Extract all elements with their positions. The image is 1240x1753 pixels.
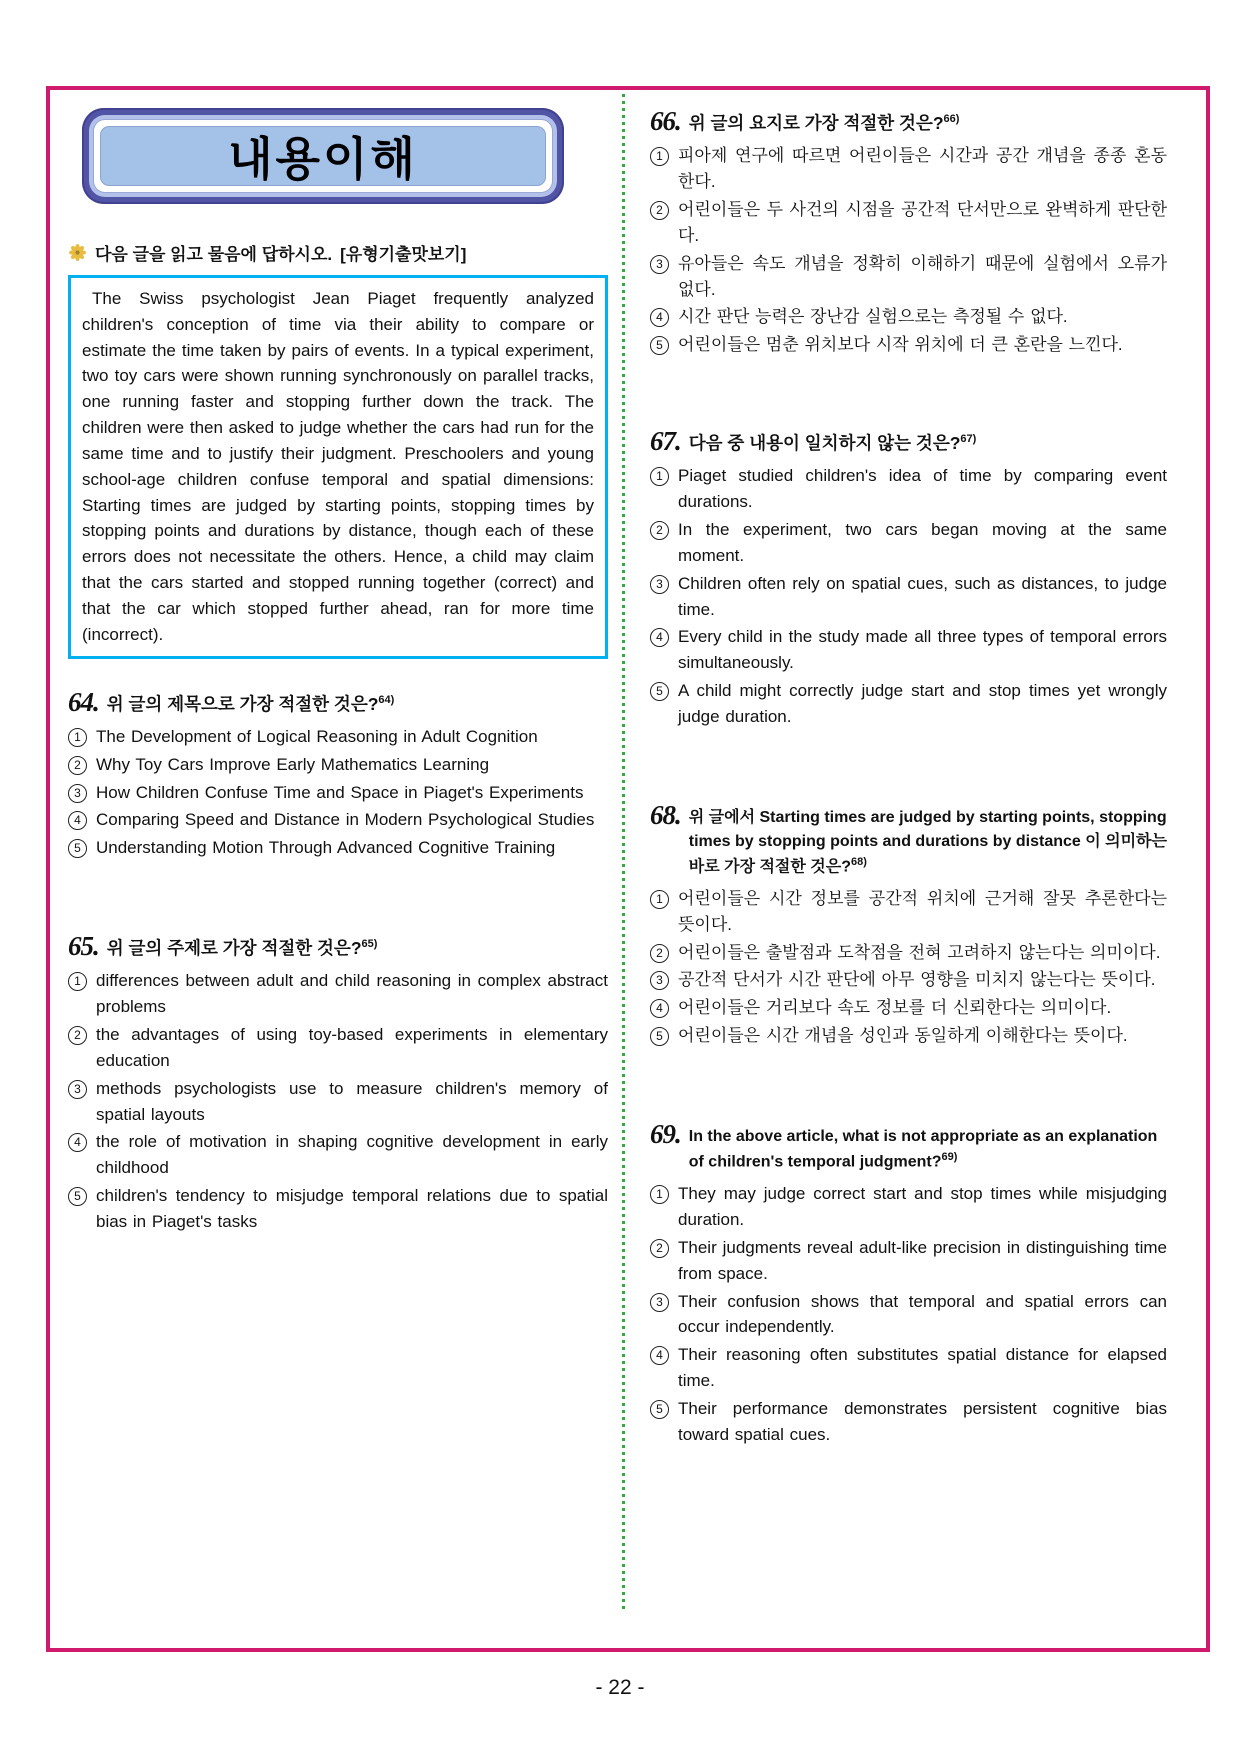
answer-option xyxy=(68,968,608,1020)
option-text: 어린이들은 시간 정보를 공간적 위치에 근거해 잘못 추론한다는 뜻이다. xyxy=(678,888,1167,934)
question-stem: 위 글에서 Starting times are judged by starting points, stopping times by stopping points and durations by distance 이 의미하는 바로 가장 적절한 것은?$^{68)}$ xyxy=(688,808,1167,875)
answer-option xyxy=(650,571,1167,623)
option-text: 유아들은 속도 개념을 정확히 이해하기 때문에 실험에서 오류가 없다. xyxy=(678,253,1167,299)
answer-option xyxy=(650,304,1167,330)
question-stem: 위 글의 제목으로 가장 적절한 것은?$^{64)}$ xyxy=(106,693,395,714)
answer-option xyxy=(650,1235,1167,1287)
question-64 xyxy=(68,686,608,862)
answer-option xyxy=(650,886,1167,938)
option-number-circled: 2 xyxy=(650,944,669,963)
option-text: 어린이들은 출발점과 도착점을 전혀 고려하지 않는다는 의미이다. xyxy=(678,942,1161,962)
question-stem: 위 글의 요지로 가장 적절한 것은?$^{66)}$ xyxy=(688,113,960,133)
answer-option xyxy=(650,678,1167,730)
instruction-row xyxy=(68,240,608,265)
question-stem: In the above article, what is not appropriate as an explanation of children's temporal judgment?$^{69)}$ xyxy=(688,1127,1158,1171)
option-text: methods psychologists use to measure children's memory of spatial layouts xyxy=(96,1078,608,1124)
option-text: How Children Confuse Time and Space in Piaget's Experiments xyxy=(96,782,584,802)
option-text: 피아제 연구에 따르면 어린이들은 시간과 공간 개념을 종종 혼동한다. xyxy=(678,146,1167,192)
question-69 xyxy=(650,1118,1167,1448)
option-text: Comparing Speed and Distance in Modern Psychological Studies xyxy=(96,810,595,830)
option-text: Piaget studied children's idea of time by comparing event durations. xyxy=(678,466,1167,512)
answer-option xyxy=(650,995,1167,1021)
option-text: differences between adult and child reasoning in complex abstract problems xyxy=(96,971,608,1017)
answer-option xyxy=(650,1023,1167,1049)
answer-option xyxy=(650,940,1167,966)
flower-icon xyxy=(68,243,87,262)
answer-option xyxy=(650,463,1167,515)
option-text: Their performance demonstrates persistent cognitive bias toward spatial cues. xyxy=(678,1398,1167,1444)
answer-option xyxy=(68,835,608,861)
instruction-text: 다음 글을 읽고 물음에 답하시오. xyxy=(95,245,333,264)
option-text: the advantages of using toy-based experiments in elementary education xyxy=(96,1025,608,1070)
passage-text: The Swiss psychologist Jean Piaget frequently analyzed children's conception of time via their ability to compare or estimate the time taken by pairs of events. In a typical experiment, two toy cars were shown running synchronously on parallel tracks, one running faster and stopping further down the track. The children were then asked to judge whether the cars had run for the same time and to justify their judgment. Preschoolers and young school-age children confuse temporal and spatial dimensions: Starting times are judged by starting points, stopping times by stopping points and durations by distance, though each of these errors does not necessitate the others. Hence, a child may claim that the cars started and stopped running together (correct) and that the car which stopped further ahead, ran for more time (incorrect). xyxy=(82,289,594,644)
option-text: Their judgments reveal adult-like precision in distinguishing time from space. xyxy=(678,1237,1167,1283)
left-column xyxy=(68,106,608,1237)
option-text: 어린이들은 거리보다 속도 정보를 더 신뢰한다는 의미이다. xyxy=(678,998,1112,1018)
option-number-circled: 2 xyxy=(650,201,669,220)
option-number-circled: 1 xyxy=(68,728,87,747)
option-text: the role of motivation in shaping cognitive development in early childhood xyxy=(96,1132,608,1178)
option-text: Understanding Motion Through Advanced Cognitive Training xyxy=(96,838,556,858)
instruction-tag: [유형기출맛보기] xyxy=(340,245,467,264)
option-text: They may judge correct start and stop times while misjudging duration. xyxy=(678,1184,1167,1230)
option-text: In the experiment, two cars began moving at the same moment. xyxy=(678,520,1167,565)
option-number-circled: 5 xyxy=(650,336,669,355)
option-number-circled: 5 xyxy=(68,1187,87,1206)
section-title-banner xyxy=(82,108,564,204)
option-text: children's tendency to misjudge temporal relations due to spatial bias in Piaget's tasks xyxy=(96,1186,608,1231)
question-number: 67. xyxy=(650,426,681,456)
option-text: 어린이들은 멈춘 위치보다 시작 위치에 더 큰 혼란을 느낀다. xyxy=(678,335,1123,355)
answer-option xyxy=(650,517,1167,569)
option-number-circled: 4 xyxy=(68,811,87,830)
option-text: The Development of Logical Reasoning in Adult Cognition xyxy=(96,726,538,746)
question-68 xyxy=(650,799,1167,1049)
footnote-marker: 69) xyxy=(941,1150,958,1163)
answer-option xyxy=(650,251,1167,303)
answer-option xyxy=(68,807,608,833)
option-number-circled: 4 xyxy=(650,999,669,1018)
option-number-circled: 1 xyxy=(650,147,669,166)
option-text: Children often rely on spatial cues, such as distances, to judge time. xyxy=(678,573,1167,619)
option-number-circled: 1 xyxy=(650,890,669,909)
answer-option xyxy=(650,197,1167,249)
option-number-circled: 2 xyxy=(650,1239,669,1258)
footnote-marker: 66) xyxy=(943,113,960,126)
answer-option xyxy=(68,724,608,750)
question-66 xyxy=(650,108,1167,358)
answer-option xyxy=(68,780,608,806)
question-number: 66. xyxy=(650,106,681,136)
footnote-marker: 65) xyxy=(361,938,378,951)
option-text: 어린이들은 시간 개념을 성인과 동일하게 이해한다는 뜻이다. xyxy=(678,1026,1128,1046)
option-number-circled: 1 xyxy=(650,1185,669,1204)
answer-option xyxy=(650,1342,1167,1394)
answer-option xyxy=(650,332,1167,358)
question-67 xyxy=(650,428,1167,730)
option-text: Their confusion shows that temporal and spatial errors can occur independently. xyxy=(678,1291,1167,1337)
question-stem: 다음 중 내용이 일치하지 않는 것은?$^{67)}$ xyxy=(688,433,977,453)
answer-option xyxy=(68,752,608,778)
answer-option xyxy=(68,1129,608,1181)
footnote-marker: 64) xyxy=(378,693,395,706)
option-text: 어린이들은 두 사건의 시점을 공간적 단서만으로 완벽하게 판단한다. xyxy=(678,200,1167,245)
question-number: 64. xyxy=(68,686,99,717)
section-title: 내용이해 xyxy=(228,133,418,185)
answer-option xyxy=(68,1183,608,1235)
answer-option xyxy=(68,1022,608,1074)
answer-option xyxy=(650,1289,1167,1341)
option-number-circled: 3 xyxy=(650,971,669,990)
answer-option xyxy=(650,1396,1167,1448)
column-divider-dotted-line xyxy=(622,94,625,1610)
footnote-marker: 67) xyxy=(960,433,977,446)
passage-box xyxy=(68,275,608,659)
option-number-circled: 3 xyxy=(650,575,669,594)
question-stem: 위 글의 주제로 가장 적절한 것은?$^{65)}$ xyxy=(106,938,378,959)
question-number: 69. xyxy=(650,1118,681,1149)
option-text: Why Toy Cars Improve Early Mathematics Learning xyxy=(96,754,490,774)
option-number-circled: 2 xyxy=(68,1026,87,1045)
footnote-marker: 68) xyxy=(850,855,867,868)
option-number-circled: 4 xyxy=(68,1133,87,1152)
answer-option xyxy=(650,143,1167,195)
option-number-circled: 5 xyxy=(68,839,87,858)
right-column xyxy=(650,108,1167,1450)
answer-option xyxy=(650,967,1167,993)
option-number-circled: 5 xyxy=(650,1400,669,1419)
option-number-circled: 3 xyxy=(68,784,87,803)
option-number-circled: 3 xyxy=(650,255,669,274)
option-number-circled: 2 xyxy=(650,521,669,540)
option-number-circled: 4 xyxy=(650,308,669,327)
option-number-circled: 4 xyxy=(650,1346,669,1365)
option-number-circled: 2 xyxy=(68,756,87,775)
question-65 xyxy=(68,933,608,1235)
option-number-circled: 5 xyxy=(650,1027,669,1046)
option-number-circled: 1 xyxy=(650,467,669,486)
question-number: 65. xyxy=(68,931,99,962)
option-number-circled: 5 xyxy=(650,682,669,701)
option-number-circled: 3 xyxy=(68,1080,87,1099)
option-text: 시간 판단 능력은 장난감 실험으로는 측정될 수 없다. xyxy=(678,307,1068,327)
option-text: Every child in the study made all three types of temporal errors simultaneously. xyxy=(678,627,1167,673)
option-text: A child might correctly judge start and stop times yet wrongly judge duration. xyxy=(678,681,1167,726)
option-text: Their reasoning often substitutes spatial distance for elapsed time. xyxy=(678,1345,1167,1391)
answer-option xyxy=(650,1181,1167,1233)
question-number: 68. xyxy=(650,799,681,830)
page-number: - 22 - xyxy=(595,1676,645,1699)
option-text: 공간적 단서가 시간 판단에 아무 영향을 미치지 않는다는 뜻이다. xyxy=(678,970,1156,990)
answer-option xyxy=(650,624,1167,676)
option-number-circled: 4 xyxy=(650,628,669,647)
option-number-circled: 3 xyxy=(650,1293,669,1312)
answer-option xyxy=(68,1076,608,1128)
option-number-circled: 1 xyxy=(68,972,87,991)
